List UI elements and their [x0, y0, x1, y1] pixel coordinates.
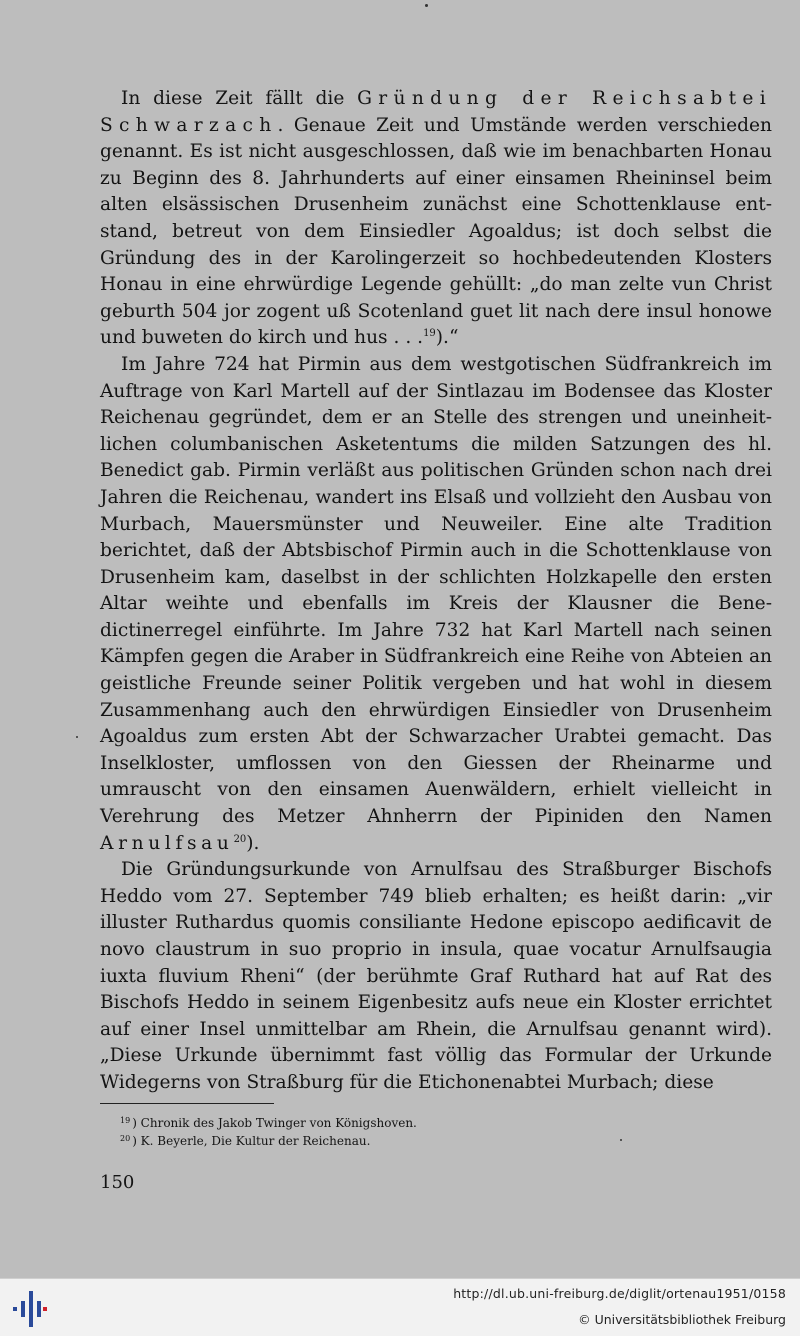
footnote-ref-20: 20	[233, 833, 247, 845]
footnote-divider	[100, 1103, 274, 1104]
footnotes	[120, 1113, 620, 1149]
copyright-notice: © Universitätsbibliothek Freiburg	[578, 1312, 786, 1327]
logo-bar	[37, 1301, 41, 1317]
spaced-emphasis: Arnulfsau	[100, 832, 234, 854]
logo-square	[13, 1307, 17, 1311]
footer-divider	[0, 1278, 800, 1279]
footnote-19: $^{19}$ ) Chronik des Jakob Twinger von Königshoven.	[120, 1116, 417, 1130]
logo-bar	[29, 1291, 33, 1327]
scan-speck	[620, 1139, 622, 1141]
footnote-ref-19: 19	[423, 328, 436, 340]
footnote-20: $^{20}$ ) K. Beyerle, Die Kultur der Reichenau.	[120, 1134, 371, 1148]
spaced-emphasis: Gründung der Reichsabtei Schwarzach	[100, 88, 772, 136]
scan-speck	[76, 736, 78, 738]
paragraph-3: Die Gründungsurkunde von Arnulfsau des Straßburger Bischofs Heddo vom 27. September 749 blieb erhalten; es heißt darin: „vir illuster Ruthardus quomis consiliante Hedone episcopo aedificavit de novo claustrum in suo proprio in insula, quae vocatur Arnulfsaugia iuxta fluvium Rheni“ (der berühmte Graf Ruthard hat auf Rat des Bischofs Heddo in seinem Eigenbesitz aufs neue ein Kloster errichtet auf einer Insel unmittelbar am Rhein, die Arnulfsau genannt wird). „Diese Urkunde übernimmt fast völlig das Formular der Urkunde Widegerns von Straßburg für die Etichonenabtei Murbach; diese	[100, 859, 772, 1093]
document-url-link[interactable]: http://dl.ub.uni-freiburg.de/diglit/ortenau1951/0158	[453, 1286, 786, 1301]
ub-freiburg-logo-icon[interactable]	[10, 1287, 50, 1329]
page-number: 150	[100, 1172, 135, 1193]
body-text	[100, 86, 772, 1097]
paragraph-1: In diese Zeit fällt die Gründung der Reichsabtei Schwarzach. Genaue Zeit und Umstände werden verschieden genannt. Es ist nicht ausgeschlossen, daß wie im benachbarten Honau zu Beginn des 8. Jahrhunderts auf einer einsamen Rheininsel beim alten elsässischen Drusenheim zunächst eine Schottenklause entstand, betreut von dem Einsiedler Agoaldus; ist doch selbst die Gründung des in der Karolingerzeit so hochbedeutenden Klosters Honau in eine ehrwürdige Legende gehüllt: „do man zelte vun Christ geburth 504 jor zogent uß Scotenland guet lit nach dere insul honowe und buweten do kirch und hus . . .$^{19}$).“	[100, 88, 772, 349]
logo-square	[43, 1307, 47, 1311]
paragraph-2: Im Jahre 724 hat Pirmin aus dem westgotischen Südfrankreich im Auftrage von Karl Martell auf der Sintlazau im Bodensee das Kloster Reichenau gegründet, dem er an Stelle des strengen und uneinheitlichen columbanischen Asketentums die milden Satzungen des hl. Benedict gab. Pirmin verläßt aus politischen Gründen schon nach drei Jahren die Reichenau, wandert ins Elsaß und vollzieht den Ausbau von Murbach, Mauersmünster und Neuweiler. Eine alte Tradition berichtet, daß der Abtsbischof Pirmin auch in die Schottenklause von Drusenheim kam, daselbst in der schlichten Holzkapelle den ersten Altar weihte und ebenfalls im Kreis der Klausner die Benedictinerregel einführte. Im Jahre 732 hat Karl Martell nach seinen Kämpfen gegen die Araber in Südfrankreich eine Reihe von Abteien an geistliche Freunde seiner Politik vergeben und hat wohl in diesem Zusammenhang auch den ehrwürdigen Einsiedler von Drusenheim Agoaldus zum ersten Abt der Schwarzacher Urabtei gemacht. Das Inselkloster, umflossen von den Giessen der Rheinarme und umrauscht von den einsamen Auenwäldern, erhielt vielleicht in Verehrung des Metzer Ahnherrn der Pipiniden den Namen Arnulfsau$^{20}$).	[100, 353, 772, 854]
viewer-footer	[0, 1278, 800, 1336]
scan-speck	[425, 4, 428, 7]
logo-bar	[21, 1301, 25, 1317]
